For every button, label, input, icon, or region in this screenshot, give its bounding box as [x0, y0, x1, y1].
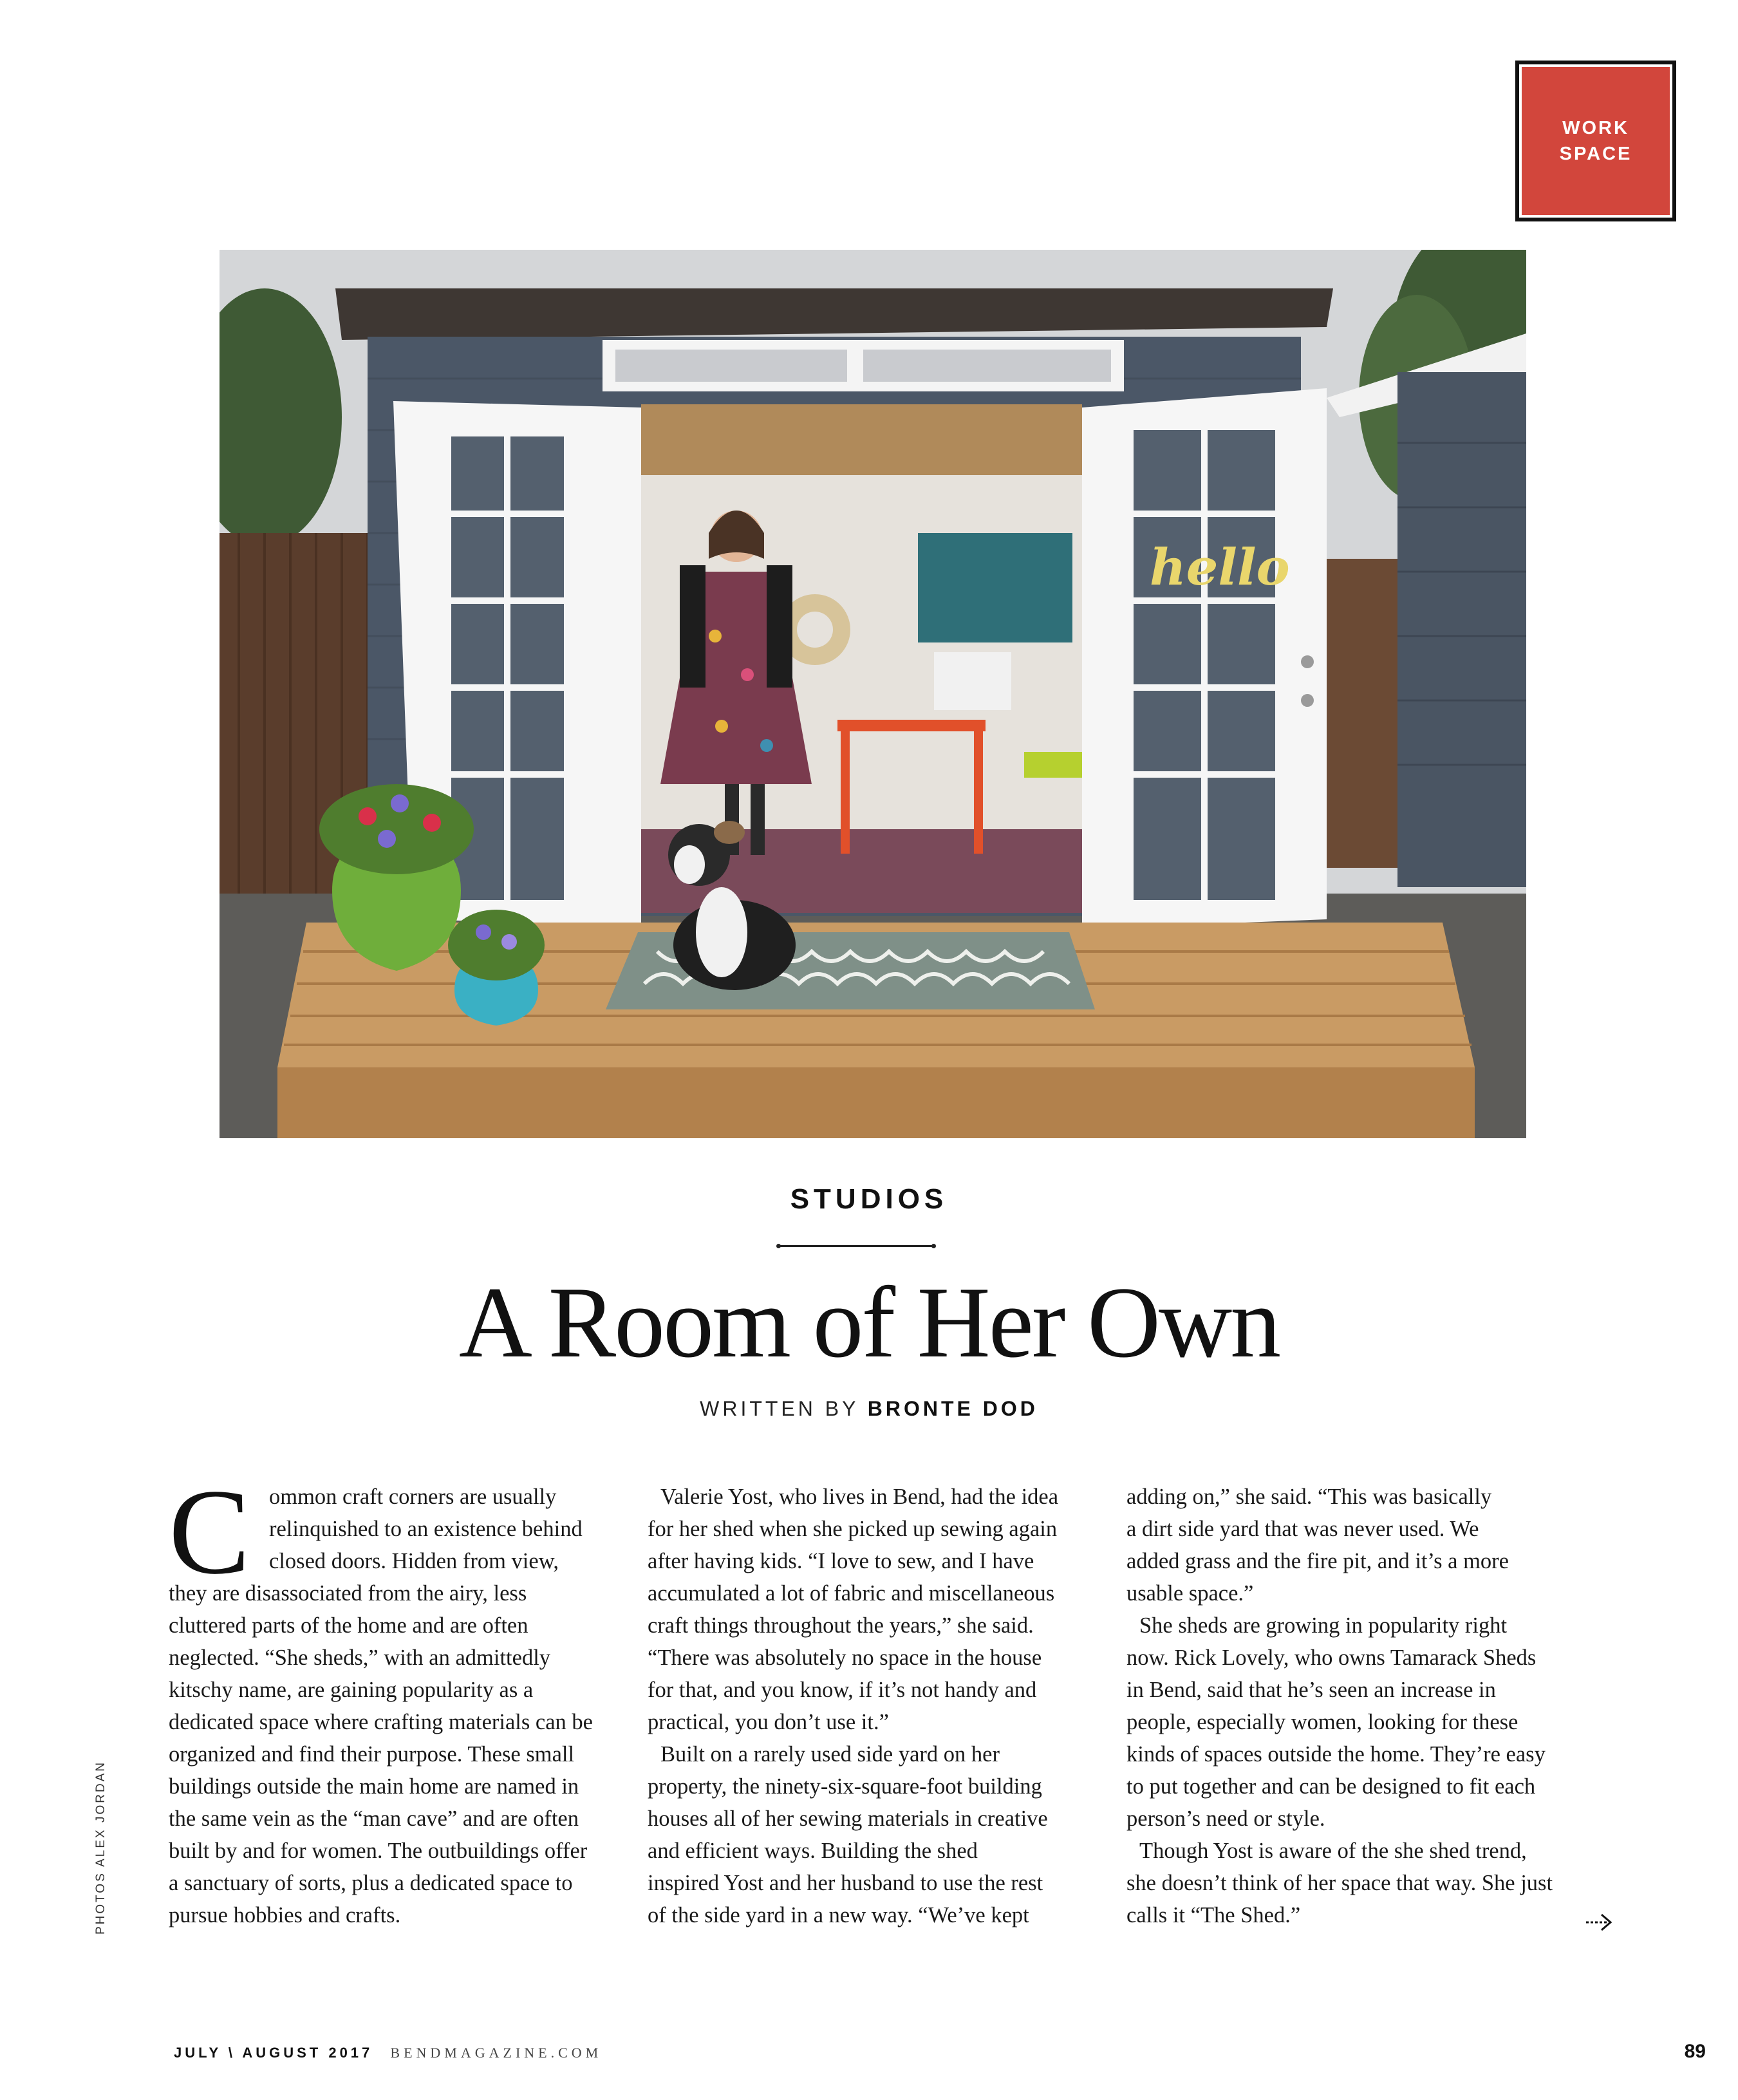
column2-line: craft things throughout the years,” she said.: [648, 1613, 1034, 1638]
column2-line: for that, and you know, if it’s not handy and: [648, 1678, 1037, 1702]
chair: [1024, 752, 1082, 778]
right-door: [1082, 388, 1327, 929]
column3-line: Though Yost is aware of the she shed trend,: [1139, 1839, 1527, 1863]
byline: [0, 1397, 1738, 1421]
column1-line: they are disassociated from the airy, less: [169, 1581, 527, 1606]
column2-line: property, the ninety-six-square-foot building: [648, 1774, 1042, 1799]
column1-line: pursue hobbies and crafts.: [169, 1903, 401, 1927]
column3-line: adding on,” she said. “This was basically: [1126, 1485, 1492, 1509]
column3-line: person’s need or style.: [1126, 1806, 1325, 1831]
website: BENDMAGAZINE.COM: [390, 2045, 603, 2061]
orange-desk: [837, 720, 986, 731]
column3-line: a dirt side yard that was never used. We: [1126, 1517, 1479, 1541]
page-number: 89: [1684, 2041, 1706, 2062]
column2-line: houses all of her sewing materials in creative: [648, 1806, 1048, 1831]
column1-dropcap-line: closed doors. Hidden from view,: [269, 1549, 559, 1573]
pegboard: [918, 533, 1072, 642]
column3-line: She sheds are growing in popularity right: [1139, 1613, 1508, 1638]
column2-line: for her shed when she picked up sewing again: [648, 1517, 1058, 1541]
column1-line: neglected. “She sheds,” with an admittedly: [169, 1645, 551, 1670]
section-badge-inner: [1519, 64, 1672, 218]
continue-arrow-icon: [1585, 1909, 1613, 1935]
article-column-3: [1126, 1481, 1571, 1931]
column1-line: kitschy name, are gaining popularity as a: [169, 1678, 534, 1702]
section-badge-line2: SPACE: [1559, 144, 1632, 164]
column1-dropcap-line: relinquished to an existence behind: [269, 1517, 583, 1541]
article-column-2: [648, 1481, 1092, 1931]
drop-cap: C: [169, 1465, 250, 1600]
article-column-1: [169, 1465, 613, 1931]
column1-line: organized and find their purpose. These small: [169, 1742, 575, 1767]
column2-line: accumulated a lot of fabric and miscellaneous: [648, 1581, 1055, 1606]
column3-line: kinds of spaces outside the home. They’re easy: [1126, 1742, 1546, 1767]
hello-sign: hello: [1150, 538, 1290, 597]
column3-line: to put together and can be designed to fit each: [1126, 1774, 1536, 1799]
column3-line: calls it “The Shed.”: [1126, 1903, 1301, 1927]
column1-line: cluttered parts of the home and are often: [169, 1613, 528, 1638]
hero-photo: [220, 250, 1526, 1138]
column2-line: “There was absolutely no space in the house: [648, 1645, 1042, 1670]
issue-date: JULY \ AUGUST 2017: [174, 2045, 373, 2061]
column2-line: practical, you don’t use it.”: [648, 1710, 889, 1734]
footer-issue-info: [174, 2045, 602, 2061]
column2-line: inspired Yost and her husband to use the rest: [648, 1871, 1043, 1895]
column3-line: added grass and the fire pit, and it’s a more: [1126, 1549, 1509, 1573]
kicker-rule: [780, 1245, 932, 1247]
column3-line: usable space.”: [1126, 1581, 1254, 1606]
column1-line: the same vein as the “man cave” and are often: [169, 1806, 579, 1831]
column1-line: buildings outside the main home are named in: [169, 1774, 579, 1799]
byline-prefix: WRITTEN BY: [700, 1397, 859, 1420]
column2-line: Built on a rarely used side yard on her: [660, 1742, 1000, 1767]
column3-line: she doesn’t think of her space that way. She just: [1126, 1871, 1553, 1895]
column1-line: dedicated space where crafting materials can be: [169, 1710, 593, 1734]
column1-line: built by and for women. The outbuildings offer: [169, 1839, 588, 1863]
sewing-machine: [934, 652, 1011, 710]
column2-line: and efficient ways. Building the shed: [648, 1839, 978, 1863]
fence-right: [1327, 559, 1397, 868]
column2-line: of the side yard in a new way. “We’ve kept: [648, 1903, 1029, 1927]
column2-line: Valerie Yost, who lives in Bend, had the idea: [660, 1485, 1059, 1509]
column2-line: after having kids. “I love to sew, and I have: [648, 1549, 1034, 1573]
column1-line: a sanctuary of sorts, plus a dedicated space to: [169, 1871, 573, 1895]
byline-author: BRONTE DOD: [867, 1397, 1038, 1420]
section-badge-line1: WORK: [1562, 118, 1629, 138]
shed-illustration: [220, 250, 1526, 1138]
column3-line: people, especially women, looking for these: [1126, 1710, 1518, 1734]
article-title: A Room of Her Own: [458, 1266, 1280, 1379]
section-badge: [1515, 61, 1676, 221]
photo-credit: PHOTOS ALEX JORDAN: [94, 1760, 107, 1935]
column1-dropcap-line: ommon craft corners are usually: [269, 1485, 557, 1509]
column3-line: now. Rick Lovely, who owns Tamarack Sheds: [1126, 1645, 1537, 1670]
column3-line: in Bend, said that he’s seen an increase in: [1126, 1678, 1496, 1702]
section-kicker: STUDIOS: [790, 1183, 948, 1215]
